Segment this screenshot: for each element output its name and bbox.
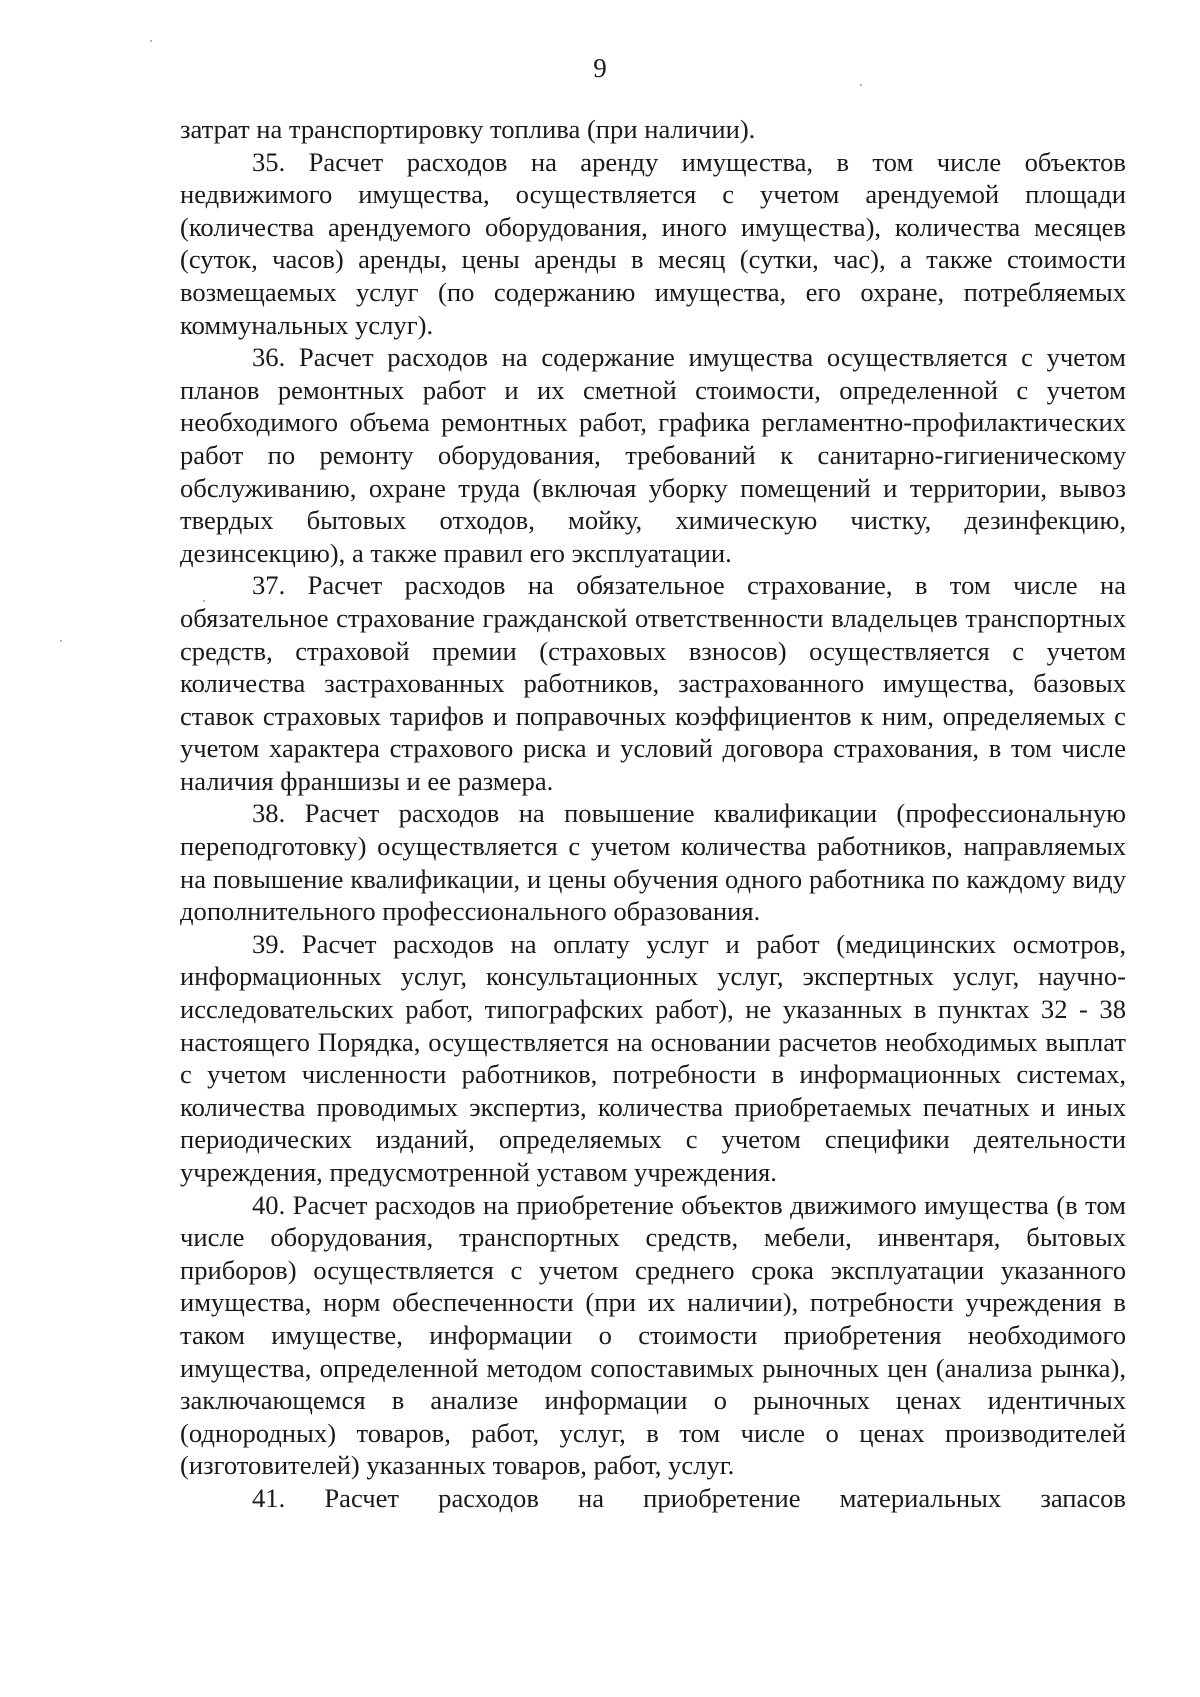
scan-speck — [860, 84, 862, 86]
paragraph-36: 36. Расчет расходов на содержание имущества осуществляется с учетом планов ремонтных работ и их сметной стоимости, определенной с учетом необходимого объема ремонтных работ, графика регламентно-профилактических работ по ремонту оборудования, требований к санитарно-гигиеническому обслуживанию, охране труда (включая уборку помещений и территории, вывоз твердых бытовых отходов, мойку, химическую чистку, дезинфекцию, дезинсекцию), а также правил его эксплуатации. — [180, 342, 1126, 568]
paragraph-38: 38. Расчет расходов на повышение квалификации (профессиональную переподготовку) осуществляется с учетом количества работников, направляемых на повышение квалификации, и цены обучения одного работника по каждому виду дополнительного профессионального образования. — [180, 798, 1126, 927]
paragraph-35: 35. Расчет расходов на аренду имущества, в том числе объектов недвижимого имущества, осуществляется с учетом арендуемой площади (количества арендуемого оборудования, иного имущества), количества месяцев (суток, часов) аренды, цены аренды в месяц (сутки, час), а также стоимости возмещаемых услуг (по содержанию имущества, его охране, потребляемых коммунальных услуг). — [180, 146, 1126, 340]
scan-speck — [60, 640, 62, 642]
document-body — [180, 113, 1126, 1515]
paragraph-40: 40. Расчет расходов на приобретение объектов движимого имущества (в том числе оборудования, транспортных средств, мебели, инвентаря, бытовых приборов) осуществляется с учетом среднего срока эксплуатации указанного имущества, норм обеспеченности (при их наличии), потребности учреждения в таком имуществе, информации о стоимости приобретения необходимого имущества, определенной методом сопоставимых рыночных цен (анализа рынка), заключающемся в анализе информации о рыночных ценах идентичных (однородных) товаров, работ, услуг, в том числе о ценах производителей (изготовителей) указанных товаров, работ, услуг. — [180, 1189, 1126, 1481]
paragraph-41: 41. Расчет расходов на приобретение материальных запасов — [252, 1482, 1126, 1513]
paragraph-37: 37. Расчет расходов на обязательное страхование, в том числе на обязательное страхование гражданской ответственности владельцев транспортных средств, страховой премии (страховых взносов) осуществляется с учетом количества застрахованных работников, застрахованного имущества, базовых ставок страховых тарифов и поправочных коэффициентов к ним, определяемых с учетом характера страхового риска и условий договора страхования, в том числе наличия франшизы и ее размера. — [180, 570, 1126, 796]
paragraph-39: 39. Расчет расходов на оплату услуг и работ (медицинских осмотров, информационных услуг, консультационных услуг, экспертных услуг, научно-исследовательских работ, типографских работ), не указанных в пунктах 32 - 38 настоящего Порядка, осуществляется на основании расчетов необходимых выплат с учетом численности работников, потребности в информационных системах, количества проводимых экспертиз, количества приобретаемых печатных и иных периодических изданий, определяемых с учетом специфики деятельности учреждения, предусмотренной уставом учреждения. — [180, 928, 1126, 1187]
scan-speck — [203, 600, 205, 602]
page-number: 9 — [593, 53, 607, 83]
scan-speck — [150, 40, 152, 42]
paragraph-continuation: затрат на транспортировку топлива (при наличии). — [180, 114, 756, 144]
